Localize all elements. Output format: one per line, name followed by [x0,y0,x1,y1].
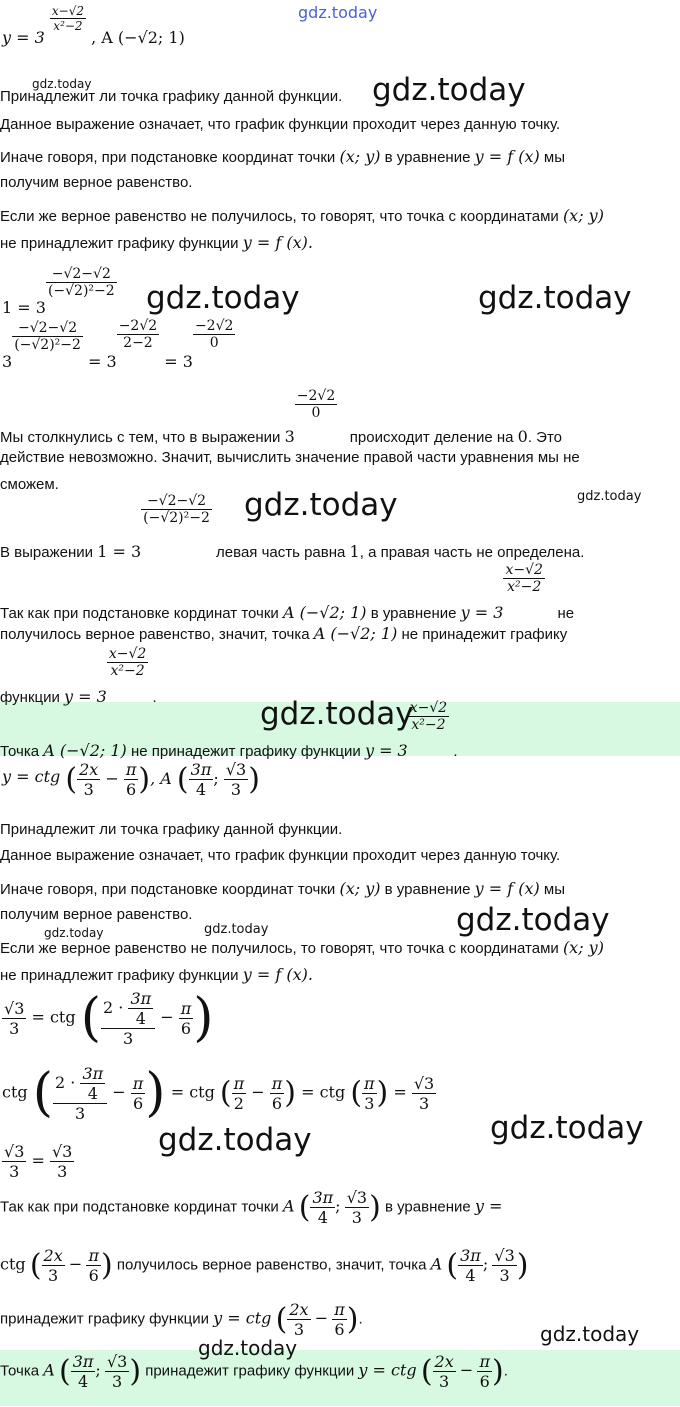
watermark: gdz.today [540,1322,640,1346]
watermark: gdz.today [456,902,610,938]
task2-line1: Данное выражение означает, что график функции проходит через данную точку. [0,847,561,864]
task1-line12: функции y = 3 $\frac{x-√2}{\text{x²−2}}$ . [0,646,157,707]
task1-line11: получилось верное равенство, значит, точка A (−√2; 1) не принадежит графику [0,624,568,643]
task2-line6: Так как при подстановке кординат точки A ( $\frac{3\pi}{4}$ ; $\frac{√3}{3}$ ) в уравнение y = [0,1188,503,1227]
task2-answer: Точка A ( $\frac{3\pi}{4}$ ; $\frac{√3}{3}$ ) принадежит графику функции y = ctg ( $\frac{2x}{3}$ − $\frac{\pi}{6}$ ). [0,1352,508,1391]
task1-answer: Точка A (−√2; 1) не принадежит графику функции y = 3 $\frac{x-√2}{\text{x²−2}}$ . [0,700,458,761]
task1-line10: Так как при подстановке кординат точки A (−√2; 1) в уравнение y = 3 $\frac{x-√2}{\text{x²−2}}$ не [0,562,575,623]
task1-line2: Иначе говоря, при подстановке координат точки (x; y) в уравнение y = f (x) мы [0,147,566,166]
task1-line1: Данное выражение означает, что график функции проходит через данную точку. [0,116,561,133]
watermark: gdz.today [478,280,632,316]
task2-calc1: $\frac{√3}{3}$ = ctg ( 2 · $\frac{3\pi}{4}$ 3 − $\frac{\pi}{6}$ ) [4,988,214,1048]
watermark: gdz.today [490,1110,644,1146]
watermark: gdz.today [204,922,269,937]
watermark: gdz.today [198,1336,298,1360]
task1-line9: В выражении 1 = 3 $\frac{-√2-√2}{\text{(−√2)²−2}}$ левая часть равна 1, а правая часть не определена. [0,493,585,562]
task2-line4: Если же верное равенство не получилось, то говорят, что точка с координатами (x; y) [0,938,604,957]
task1-question: Принадлежит ли точка графику данной функции. [0,88,343,105]
task2-line7: ctg ( $\frac{2x}{3}$ − $\frac{\pi}{6}$ ) получилось верное равенство, значит, точка A ( $\frac{3\pi}{4}$ ; $\frac{√3}{3}$ ) [0,1246,529,1285]
task1-line6: Мы столкнулись с тем, что в выражении 3 $\frac{-2√2}{0}$ происходит деление на 0. Это [0,388,562,447]
watermark: gdz.today [32,77,92,91]
watermark: gdz.today [577,489,642,504]
task1-line8: сможем. [0,476,59,493]
task1-line7: действие невозможно. Значит, вычислить значение правой части уравнения мы не [0,449,580,466]
task1-line3: получим верное равенство. [0,174,193,191]
watermark: gdz.today [372,72,526,108]
task2-line2: Иначе говоря, при подстановке координат точки (x; y) в уравнение y = f (x) мы [0,879,566,898]
watermark: gdz.today [158,1122,312,1158]
task1-line5: не принадлежит графику функции y = f (x). [0,233,313,252]
task1-calc1: 1 = 3 $\frac{-√2-√2}{\text{(−√2)²−2}}$ [2,266,115,317]
task1-calc2: 3 $\frac{-√2-√2}{\text{(−√2)²−2}}$ = 3 $\frac{-2√2}{2-2}$ = 3 $\frac{-2√2}{0}$ [2,318,234,371]
task2-question: Принадлежит ли точка графику данной функции. [0,821,343,838]
task2-calc3: $\frac{√3}{3}$ = $\frac{√3}{3}$ [4,1142,73,1181]
watermark: gdz.today [44,926,104,940]
task1-line4: Если же верное равенство не получилось, то говорят, что точка с координатами (x; y) [0,206,604,225]
task2-line3: получим верное равенство. [0,906,193,923]
watermark: gdz.today [146,280,300,316]
watermark: gdz.today [260,696,414,732]
task2-line8: принадежит графику функции y = ctg ( $\frac{2x}{3}$ − $\frac{\pi}{6}$ ). [0,1300,363,1339]
task2-line5: не принадлежит графику функции y = f (x). [0,965,313,984]
watermark-top: gdz.today [298,3,378,22]
watermark: gdz.today [244,487,398,523]
task2-calc2: ctg ( 2 · $\frac{3\pi}{4}$ 3 − $\frac{\pi}{6}$ ) = ctg ( $\frac{\pi}{2}$ − $\frac{\pi}{6}$ ) = ctg ( $\frac{\pi}{3}$ ) = $\frac{√3}{3}$ [2,1063,435,1123]
task1-formula: y = 3 $\frac{x-√2}{\text{x²−2}}$ , A (−√2; 1) [2,4,185,47]
task2-formula: y = ctg ( $\frac{2x}{3}$ − $\frac{\pi}{6}$ ), A ( $\frac{3\pi}{4}$ ; $\frac{√3}{3}$ ) [2,760,260,799]
